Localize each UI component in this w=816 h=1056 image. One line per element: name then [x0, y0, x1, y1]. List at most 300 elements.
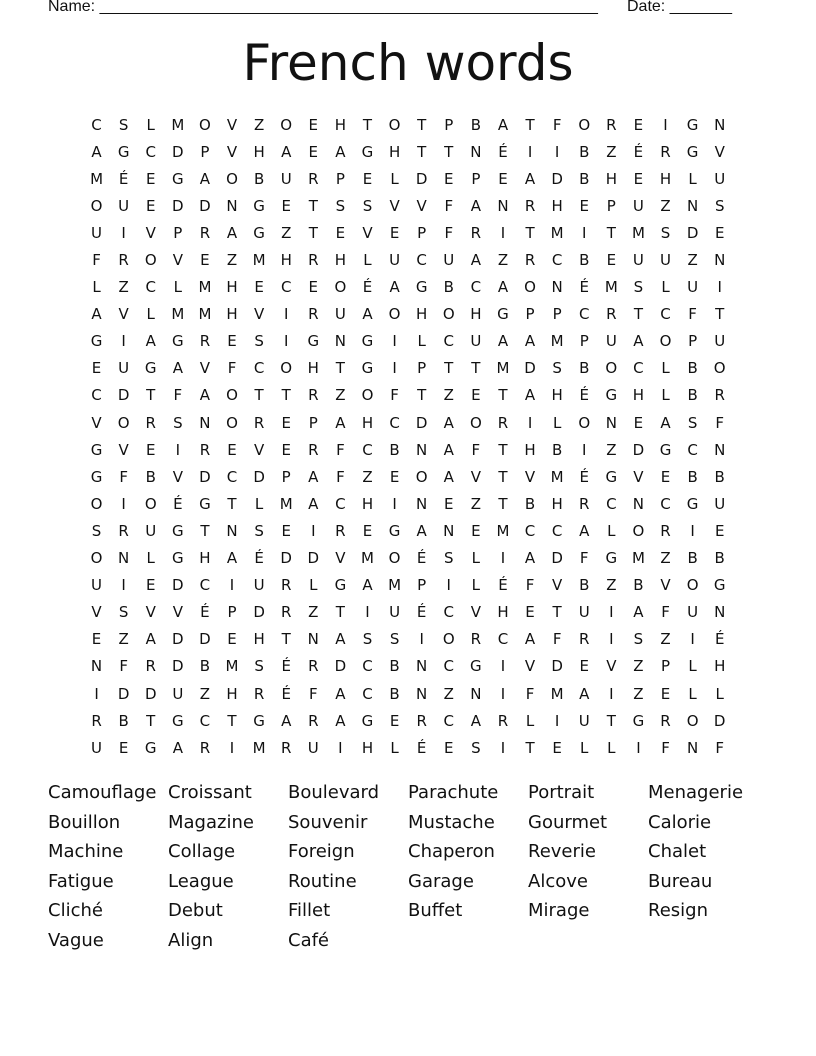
grid-letter: H	[253, 142, 265, 161]
grid-letter: O	[686, 576, 699, 595]
grid-letter: S	[714, 196, 725, 215]
word-list-item: Reverie	[528, 841, 596, 863]
grid-letter: É	[633, 142, 644, 161]
grid-letter: E	[633, 413, 644, 432]
grid-letter: I	[690, 630, 695, 649]
word-list-item: Cliché	[48, 900, 103, 922]
grid-letter: Z	[633, 684, 644, 703]
word-list-item: Gourmet	[528, 811, 608, 833]
grid-letter: T	[417, 386, 427, 405]
grid-letter: É	[714, 630, 725, 649]
word-list-item: Souvenir	[288, 811, 368, 833]
grid-letter: I	[609, 603, 614, 622]
word-list-item: Chalet	[648, 841, 707, 863]
grid-letter: E	[714, 521, 725, 540]
grid-letter: E	[308, 278, 319, 297]
grid-letter: E	[579, 657, 589, 676]
grid-letter: H	[470, 305, 482, 324]
grid-letter: A	[524, 630, 536, 649]
grid-letter: G	[686, 115, 699, 134]
grid-letter: N	[551, 278, 563, 297]
grid-letter: E	[118, 738, 129, 757]
grid-letter: G	[199, 494, 211, 513]
grid-letter: É	[173, 494, 183, 513]
grid-letter: G	[605, 386, 618, 405]
grid-letter: O	[334, 278, 347, 297]
grid-letter: C	[91, 115, 102, 134]
grid-letter: P	[417, 359, 427, 378]
grid-letter: C	[443, 711, 454, 730]
grid-letter: V	[524, 657, 536, 676]
grid-letter: E	[227, 332, 237, 351]
grid-letter: O	[90, 196, 103, 215]
grid-letter: E	[606, 251, 617, 270]
grid-letter: N	[416, 440, 428, 459]
grid-letter: Z	[335, 386, 346, 405]
grid-letter: H	[361, 413, 374, 432]
grid-letter: L	[173, 278, 182, 297]
grid-letter: T	[200, 521, 210, 540]
grid-letter: O	[361, 386, 374, 405]
grid-letter: O	[605, 359, 618, 378]
grid-letter: B	[633, 576, 644, 595]
grid-letter: A	[226, 549, 238, 568]
grid-letter: B	[579, 142, 590, 161]
grid-letter: U	[578, 711, 590, 730]
grid-letter: V	[253, 305, 265, 324]
grid-letter: R	[308, 386, 319, 405]
grid-letter: C	[91, 386, 102, 405]
grid-letter: R	[199, 223, 211, 242]
grid-letter: O	[442, 305, 455, 324]
grid-letter: P	[552, 305, 562, 324]
grid-letter: U	[91, 576, 103, 595]
grid-letter: A	[579, 521, 590, 540]
grid-letter: M	[550, 684, 564, 703]
grid-letter: N	[605, 413, 617, 432]
grid-letter: I	[175, 440, 181, 459]
grid-letter: B	[687, 467, 698, 486]
word-list-item: Debut	[168, 900, 223, 922]
grid-letter: F	[471, 440, 481, 459]
grid-letter: T	[146, 386, 156, 405]
grid-letter: A	[226, 223, 238, 242]
grid-letter: Z	[443, 386, 454, 405]
grid-letter: R	[145, 413, 156, 432]
grid-letter: G	[659, 440, 672, 459]
grid-letter: A	[443, 467, 454, 486]
grid-letter: O	[90, 549, 103, 568]
grid-letter: E	[145, 440, 156, 459]
grid-letter: U	[172, 684, 184, 703]
grid-letter: M	[252, 251, 266, 270]
grid-letter: O	[199, 115, 211, 134]
grid-letter: F	[308, 684, 318, 703]
grid-letter: O	[226, 413, 238, 432]
grid-letter: O	[659, 332, 672, 351]
word-list-item: Boulevard	[288, 782, 380, 803]
grid-letter: C	[687, 440, 698, 459]
grid-letter: I	[527, 142, 533, 161]
grid-letter: U	[91, 738, 103, 757]
grid-letter: N	[226, 521, 238, 540]
grid-letter: M	[631, 549, 645, 568]
grid-letter: L	[715, 684, 724, 703]
grid-letter: A	[389, 278, 400, 297]
grid-letter: H	[226, 305, 238, 324]
grid-letter: D	[253, 467, 265, 486]
grid-letter: Z	[660, 196, 671, 215]
grid-letter: F	[444, 223, 454, 242]
grid-letter: T	[417, 115, 427, 134]
grid-letter: Z	[118, 630, 129, 649]
grid-letter: R	[524, 196, 536, 215]
grid-letter: R	[118, 251, 129, 270]
grid-letter: N	[226, 196, 238, 215]
grid-letter: V	[145, 603, 156, 622]
grid-letter: F	[336, 467, 345, 486]
grid-letter: F	[173, 386, 183, 405]
grid-letter: V	[714, 142, 725, 161]
grid-letter: A	[308, 494, 319, 513]
grid-letter: F	[688, 305, 697, 324]
grid-letter: G	[713, 576, 726, 595]
grid-row	[83, 599, 743, 626]
grid-letter: P	[281, 467, 291, 486]
grid-letter: R	[280, 576, 292, 595]
grid-letter: O	[524, 278, 536, 297]
grid-letter: I	[283, 305, 289, 324]
grid-letter: G	[144, 359, 157, 378]
grid-letter: I	[392, 332, 397, 351]
grid-letter: O	[90, 494, 103, 513]
grid-letter: R	[253, 684, 265, 703]
grid-letter: D	[172, 196, 184, 215]
word-list-item: Alcove	[528, 870, 588, 892]
grid-letter: O	[144, 494, 157, 513]
grid-letter: N	[632, 494, 645, 513]
grid-letter: Z	[199, 684, 211, 703]
grid-letter: I	[229, 738, 235, 757]
grid-letter: Z	[308, 603, 319, 622]
grid-letter: N	[686, 738, 699, 757]
grid-letter: C	[443, 332, 454, 351]
grid-letter: R	[308, 251, 319, 270]
grid-letter: A	[145, 630, 156, 649]
grid-letter: C	[145, 142, 156, 161]
grid-letter: C	[551, 251, 563, 270]
grid-letter: I	[582, 223, 587, 242]
grid-letter: G	[253, 223, 265, 242]
grid-letter: E	[444, 169, 454, 188]
grid-letter: N	[714, 603, 726, 622]
grid-letter: I	[94, 684, 99, 703]
grid-letter: A	[633, 603, 644, 622]
word-list-item: Croissant	[168, 782, 252, 803]
grid-letter: H	[226, 684, 238, 703]
grid-letter: C	[362, 440, 373, 459]
grid-letter: A	[172, 738, 183, 757]
grid-letter: F	[715, 413, 725, 432]
grid-letter: T	[227, 711, 237, 730]
grid-letter: N	[199, 413, 211, 432]
grid-letter: C	[443, 657, 454, 676]
word-list-item: Menagerie	[648, 782, 744, 803]
grid-letter: E	[444, 494, 454, 513]
grid-letter: I	[338, 738, 343, 757]
grid-letter: H	[361, 494, 374, 513]
grid-letter: Z	[633, 657, 644, 676]
grid-letter: E	[471, 386, 481, 405]
grid-letter: S	[335, 196, 346, 215]
grid-letter: É	[416, 549, 427, 568]
word-list-item: Machine	[48, 841, 124, 863]
grid-letter: P	[417, 223, 427, 242]
grid-letter: R	[308, 657, 319, 676]
grid-letter: C	[199, 576, 211, 595]
grid-letter: I	[690, 521, 695, 540]
grid-letter: F	[336, 440, 345, 459]
grid-letter: P	[200, 142, 210, 161]
grid-letter: A	[497, 332, 509, 351]
page-title: French words	[242, 34, 574, 92]
grid-letter: A	[524, 549, 536, 568]
grid-letter: T	[606, 711, 616, 730]
grid-letter: B	[443, 278, 454, 297]
grid-letter: E	[145, 169, 156, 188]
grid-letter: N	[334, 332, 346, 351]
grid-letter: G	[686, 494, 699, 513]
grid-letter: E	[91, 630, 102, 649]
word-list-item: Collage	[168, 841, 236, 863]
word-list-item: Routine	[288, 870, 357, 892]
grid-letter: G	[470, 657, 482, 676]
grid-letter: M	[388, 576, 402, 595]
grid-letter: V	[91, 413, 102, 432]
grid-row	[83, 301, 743, 328]
word-list-item: Magazine	[168, 811, 254, 833]
grid-letter: O	[442, 630, 455, 649]
grid-letter: A	[470, 711, 481, 730]
grid-letter: D	[253, 603, 265, 622]
word-list-item: Parachute	[408, 782, 499, 803]
grid-letter: E	[660, 684, 671, 703]
grid-letter: N	[714, 440, 726, 459]
grid-letter: G	[90, 332, 103, 351]
grid-letter: A	[308, 467, 319, 486]
grid-letter: M	[90, 169, 104, 188]
grid-letter: G	[144, 738, 157, 757]
grid-letter: O	[280, 115, 293, 134]
grid-letter: N	[686, 196, 699, 215]
grid-letter: L	[92, 278, 101, 297]
grid-letter: I	[500, 549, 506, 568]
grid-letter: T	[362, 115, 373, 134]
grid-letter: A	[362, 576, 373, 595]
grid-letter: Z	[226, 251, 238, 270]
grid-letter: Z	[470, 494, 481, 513]
grid-letter: D	[144, 684, 157, 703]
grid-letter: C	[443, 603, 454, 622]
grid-letter: L	[607, 521, 616, 540]
grid-letter: D	[172, 630, 184, 649]
grid-letter: E	[91, 359, 102, 378]
grid-letter: U	[118, 196, 130, 215]
grid-letter: B	[389, 684, 400, 703]
grid-letter: S	[471, 738, 481, 757]
grid-letter: E	[389, 223, 400, 242]
grid-letter: B	[687, 386, 698, 405]
grid-letter: S	[173, 413, 183, 432]
grid-letter: O	[226, 169, 238, 188]
grid-letter: H	[551, 494, 563, 513]
grid-letter: U	[632, 196, 644, 215]
grid-letter: H	[551, 196, 563, 215]
grid-letter: T	[335, 359, 345, 378]
grid-letter: O	[280, 359, 293, 378]
grid-letter: V	[118, 440, 129, 459]
grid-letter: R	[714, 386, 725, 405]
grid-letter: F	[119, 657, 128, 676]
name-field-label: Name: ________________________________________________________	[48, 0, 598, 15]
grid-letter: N	[714, 115, 726, 134]
grid-letter: V	[470, 467, 481, 486]
grid-letter: B	[389, 440, 400, 459]
grid-letter: E	[281, 521, 291, 540]
grid-letter: Z	[281, 223, 292, 242]
grid-letter: L	[146, 115, 155, 134]
grid-letter: H	[632, 386, 645, 405]
grid-letter: P	[308, 413, 318, 432]
grid-letter: G	[90, 467, 103, 486]
grid-letter: I	[663, 115, 668, 134]
grid-row	[83, 382, 743, 409]
grid-letter: L	[688, 169, 697, 188]
grid-letter: A	[470, 196, 481, 215]
grid-letter: P	[660, 657, 671, 676]
grid-letter: R	[660, 142, 671, 161]
word-list-item: League	[168, 870, 234, 892]
grid-letter: R	[280, 738, 292, 757]
grid-letter: Z	[660, 549, 671, 568]
grid-letter: C	[524, 521, 536, 540]
grid-letter: Z	[687, 251, 698, 270]
grid-letter: I	[121, 223, 126, 242]
grid-letter: A	[281, 711, 292, 730]
grid-letter: H	[253, 630, 265, 649]
grid-letter: P	[579, 332, 589, 351]
grid-letter: R	[308, 169, 319, 188]
grid-letter: M	[550, 332, 564, 351]
grid-letter: B	[714, 467, 725, 486]
grid-letter: B	[714, 549, 725, 568]
grid-letter: L	[661, 359, 670, 378]
grid-letter: N	[307, 630, 319, 649]
grid-letter: D	[551, 169, 563, 188]
grid-letter: N	[416, 494, 428, 513]
grid-letter: R	[253, 413, 265, 432]
grid-letter: H	[307, 359, 319, 378]
grid-letter: I	[554, 711, 560, 730]
grid-letter: F	[227, 359, 237, 378]
word-list-item: Calorie	[648, 811, 712, 833]
grid-letter: Z	[443, 684, 454, 703]
grid-letter: E	[227, 630, 237, 649]
grid-letter: G	[415, 278, 428, 297]
grid-letter: Z	[660, 630, 671, 649]
grid-letter: L	[146, 549, 155, 568]
word-list-item: Mustache	[408, 811, 495, 833]
grid-row	[83, 490, 743, 517]
grid-letter: B	[470, 115, 481, 134]
grid-letter: L	[309, 576, 318, 595]
grid-letter: A	[524, 169, 536, 188]
grid-letter: B	[579, 359, 590, 378]
grid-letter: B	[579, 251, 590, 270]
grid-letter: U	[687, 603, 699, 622]
grid-letter: M	[604, 278, 618, 297]
grid-letter: S	[389, 630, 400, 649]
grid-letter: D	[713, 711, 726, 730]
grid-letter: R	[199, 738, 211, 757]
grid-letter: E	[335, 223, 346, 242]
grid-letter: F	[390, 386, 399, 405]
grid-row	[83, 274, 743, 301]
grid-letter: R	[91, 711, 102, 730]
grid-letter: B	[579, 576, 590, 595]
grid-letter: U	[443, 251, 455, 270]
word-list-item: Mirage	[528, 900, 590, 922]
grid-letter: Z	[362, 467, 373, 486]
grid-letter: I	[500, 684, 506, 703]
grid-letter: M	[198, 278, 212, 297]
grid-letter: L	[363, 251, 372, 270]
grid-letter: V	[118, 305, 129, 324]
grid-letter: G	[253, 711, 265, 730]
grid-letter: A	[335, 711, 346, 730]
grid-letter: E	[552, 738, 562, 757]
grid-letter: É	[281, 657, 291, 676]
grid-letter: S	[91, 521, 102, 540]
grid-letter: M	[361, 549, 374, 568]
grid-letter: V	[660, 576, 671, 595]
grid-letter: E	[254, 278, 264, 297]
grid-letter: I	[582, 440, 587, 459]
grid-letter: P	[173, 223, 183, 242]
grid-letter: I	[365, 603, 370, 622]
grid-letter: I	[121, 494, 126, 513]
grid-letter: H	[388, 142, 401, 161]
grid-letter: V	[172, 251, 183, 270]
grid-letter: B	[253, 169, 265, 188]
grid-letter: R	[416, 711, 427, 730]
grid-letter: R	[145, 657, 156, 676]
grid-letter: D	[172, 142, 184, 161]
grid-letter: R	[606, 305, 617, 324]
grid-letter: Z	[606, 142, 617, 161]
grid-letter: É	[281, 684, 291, 703]
grid-row	[83, 328, 743, 355]
grid-letter: O	[415, 467, 428, 486]
grid-letter: C	[145, 278, 156, 297]
grid-letter: C	[389, 413, 400, 432]
grid-letter: V	[633, 467, 644, 486]
grid-letter: V	[172, 467, 183, 486]
grid-letter: O	[469, 413, 482, 432]
grid-letter: R	[606, 115, 617, 134]
grid-letter: U	[714, 494, 726, 513]
grid-letter: E	[389, 467, 400, 486]
